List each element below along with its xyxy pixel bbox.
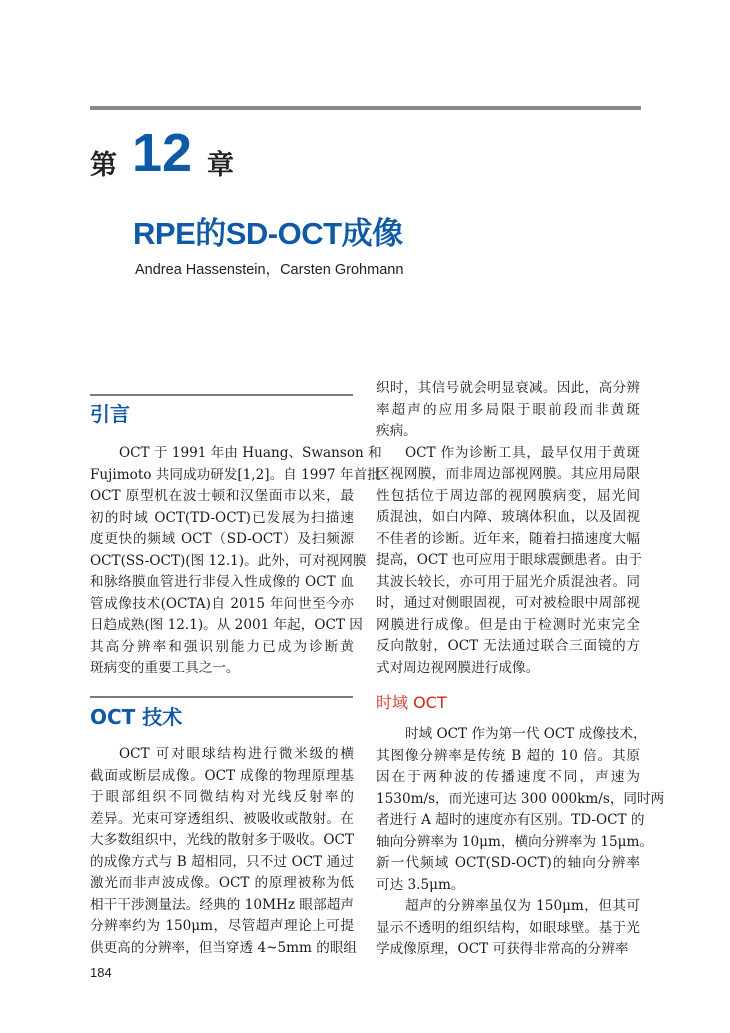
text-line: 相干干涉测量法。经典的 10MHz 眼部超声 [90,896,354,913]
text-line: 疾病。 [376,423,417,439]
text-line: 和脉络膜血管进行非侵入性成像的 OCT 血 [90,574,354,590]
right-continued-body [376,378,643,679]
text-line: 网膜进行成像。但是由于检测时光束完全 [376,616,640,633]
text-line: OCT 于 1991 年由 Huang、Swanson 和 [119,445,382,461]
text-line: 式对周边视网膜进行成像。 [376,659,540,676]
text-line: 可达 3.5μm。 [376,876,465,893]
text-line: 因在于两种波的传播速度不同，声速为 [376,769,640,785]
text-line: 区视网膜，而非周边部视网膜。其应用局限 [376,466,640,482]
chapter-prefix: 第 [90,150,117,181]
text-line: 供更高的分辨率，但当穿透 4~5mm 的眼组 [90,939,358,956]
text-line: 日趋成熟(图 12.1)。从 2001 年起，OCT 因 [90,617,363,633]
text-line: 不佳者的诊断。近年来，随着扫描速度大幅 [376,530,640,547]
text-line: OCT(SS-OCT)(图 12.1)。此外，可对视网膜 [90,552,367,569]
chapter-number: 12 [132,123,193,183]
text-line: 新一代频域 OCT(SD-OCT)的轴向分辨率 [376,855,640,871]
text-line: Fujimoto 共同成功研发[1,2]。自 1997 年首批 [90,466,381,483]
authors: Andrea Hassenstein，Carsten Grohmann [135,262,404,278]
text-line: 初的时域 OCT(TD-OCT)已发展为扫描速 [90,509,354,526]
td-oct-body [376,724,665,961]
section-rule-intro [90,394,353,396]
text-line: 于眼部组织不同微结构对光线反射率的 [90,789,354,805]
text-line: 率超声的应用多局限于眼前段而非黄斑 [376,401,640,418]
text-line: 轴向分辨率为 10μm，横向分辨率为 15μm。 [376,833,653,850]
page-number: 184 [90,965,112,980]
text-line: 质混浊，如白内障、玻璃体积血，以及固视 [376,509,640,525]
text-line: 管成像技术(OCTA)自 2015 年问世至今亦 [90,595,354,612]
section-rule-oct-tech [90,696,353,698]
text-line: 分辨率约为 150μm，尽管超声理论上可提 [90,918,354,934]
text-line: 大多数组织中，光线的散射多于吸收。OCT [90,832,354,848]
text-line: 其图像分辨率是传统 B 超的 10 倍。其原 [376,747,640,764]
text-line: 激光而非声波成像。OCT 的原理被称为低 [90,875,354,891]
chapter-suffix: 章 [207,150,234,181]
text-line: 斑病变的重要工具之一。 [90,660,240,676]
text-line: 提高，OCT 也可应用于眼球震颤患者。由于 [376,552,643,568]
text-line: 显示不透明的组织结构，如眼球壁。基于光 [376,919,640,936]
heading-td-oct: 时域 OCT [376,693,447,712]
text-line: 超声的分辨率虽仅为 150μm，但其可 [405,898,640,914]
text-line: 性包括位于周边部的视网膜病变，屈光间 [376,487,640,504]
text-line: 度更快的频域 OCT（SD-OCT）及扫频源 [90,531,354,547]
text-line: OCT 可对眼球结构进行微米级的横 [119,746,354,762]
text-line: 反向散射，OCT 无法通过联合三面镜的方 [376,638,640,654]
top-rule [90,106,641,110]
text-line: 者进行 A 超时的速度亦有区别。TD-OCT 的 [376,812,645,828]
text-line: 学成像原理，OCT 可获得非常高的分辨率 [376,941,629,957]
text-line: 其波长较长，亦可用于屈光介质混浊者。同 [376,573,640,590]
text-line: OCT 作为诊断工具，最早仅用于黄斑 [405,444,640,461]
text-line: 时域 OCT 作为第一代 OCT 成像技术， [405,726,647,742]
text-line: 的成像方式与 B 超相同，只不过 OCT 通过 [90,853,354,870]
heading-oct-tech: OCT 技术 [90,705,183,729]
heading-intro: 引言 [90,402,130,426]
text-line: 1530m/s，而光速可达 300 000km/s，同时两 [376,790,665,807]
chapter-title: RPE的SD-OCT成像 [133,216,403,251]
intro-body [90,443,382,680]
text-line: 其高分辨率和强识别能力已成为诊断黄 [90,638,354,655]
text-line: 截面或断层成像。OCT 成像的物理原理基 [90,767,354,784]
text-line: 织时，其信号就会明显衰减。因此，高分辨 [376,380,640,396]
text-line: OCT 原型机在波士顿和汉堡面市以来，最 [90,488,354,504]
oct-tech-body [90,744,358,959]
text-line: 时，通过对侧眼固视，可对被检眼中周部视 [376,595,640,611]
text-line: 差异。光束可穿透组织、被吸收或散射。在 [90,810,354,827]
